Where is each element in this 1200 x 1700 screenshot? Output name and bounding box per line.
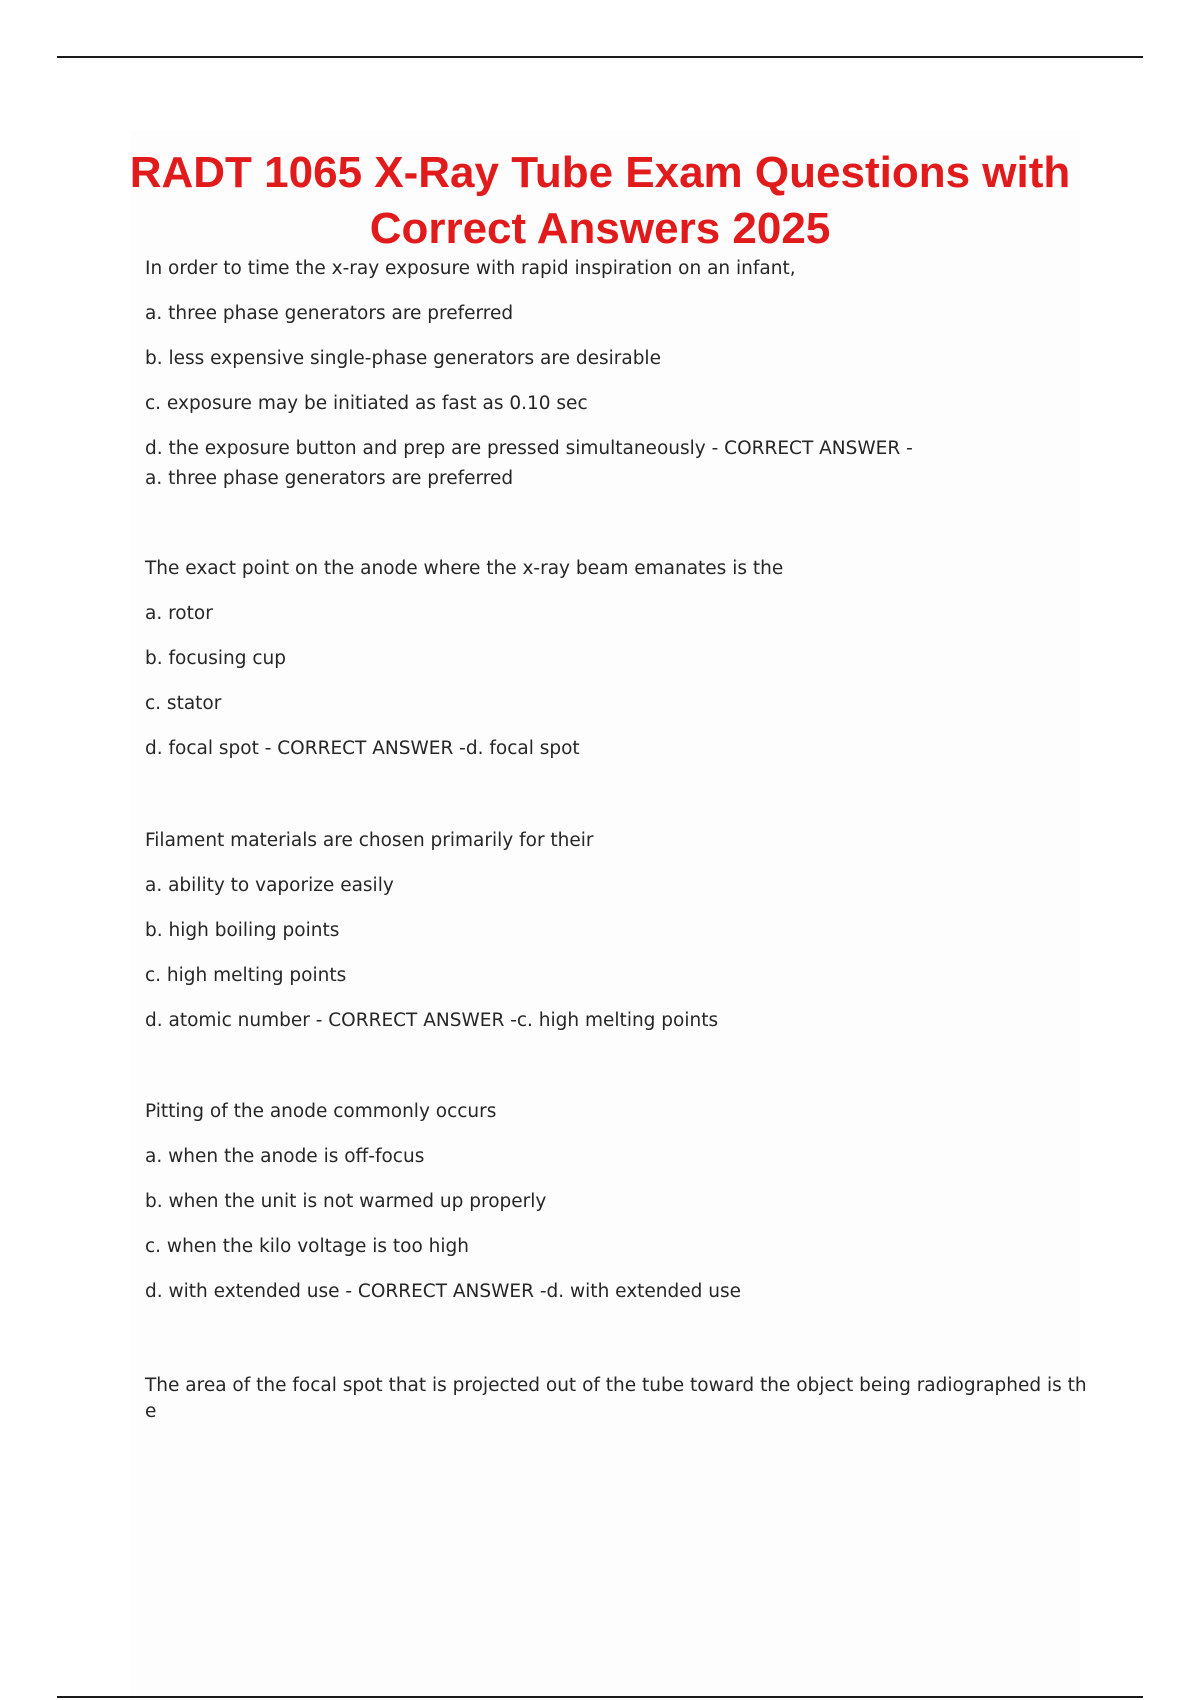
answer-option: b. focusing cup bbox=[145, 648, 286, 669]
answer-option: b. when the unit is not warmed up properly bbox=[145, 1191, 547, 1212]
answer-option: d. atomic number - CORRECT ANSWER -c. high melting points bbox=[145, 1010, 719, 1031]
document-title: RADT 1065 X-Ray Tube Exam Questions with Correct Answers 2025 bbox=[129, 148, 1071, 253]
answer-option: c. exposure may be initiated as fast as 0.10 sec bbox=[145, 393, 588, 414]
correct-answer-text: a. three phase generators are preferred bbox=[145, 468, 514, 489]
answer-option: a. three phase generators are preferred bbox=[145, 303, 514, 324]
answer-option: c. stator bbox=[145, 693, 222, 714]
answer-option: d. the exposure button and prep are pressed simultaneously - CORRECT ANSWER - bbox=[145, 438, 913, 459]
answer-option: a. when the anode is off-focus bbox=[145, 1146, 425, 1167]
question-stem: The exact point on the anode where the x-ray beam emanates is the bbox=[145, 558, 784, 579]
answer-option: a. ability to vaporize easily bbox=[145, 875, 394, 896]
question-2 bbox=[145, 556, 1090, 762]
question-stem-wrap: e bbox=[145, 1401, 157, 1422]
answer-option: c. high melting points bbox=[145, 965, 347, 986]
question-1 bbox=[145, 256, 1090, 492]
question-stem: In order to time the x-ray exposure with rapid inspiration on an infant, bbox=[145, 258, 796, 279]
question-stem: The area of the focal spot that is projected out of the tube toward the object being radiographed is th bbox=[145, 1375, 1087, 1396]
question-stem: Filament materials are chosen primarily for their bbox=[145, 830, 594, 851]
answer-option: b. high boiling points bbox=[145, 920, 340, 941]
top-rule bbox=[57, 56, 1143, 58]
question-3 bbox=[145, 828, 1090, 1034]
answer-option: c. when the kilo voltage is too high bbox=[145, 1236, 469, 1257]
question-stem: Pitting of the anode commonly occurs bbox=[145, 1101, 497, 1122]
question-5 bbox=[145, 1373, 1090, 1425]
answer-option: b. less expensive single-phase generators are desirable bbox=[145, 348, 661, 369]
answer-option: d. focal spot - CORRECT ANSWER -d. focal spot bbox=[145, 738, 580, 759]
answer-option: a. rotor bbox=[145, 603, 213, 624]
bottom-rule bbox=[57, 1696, 1143, 1698]
question-4 bbox=[145, 1099, 1090, 1305]
answer-option: d. with extended use - CORRECT ANSWER -d. with extended use bbox=[145, 1281, 742, 1302]
